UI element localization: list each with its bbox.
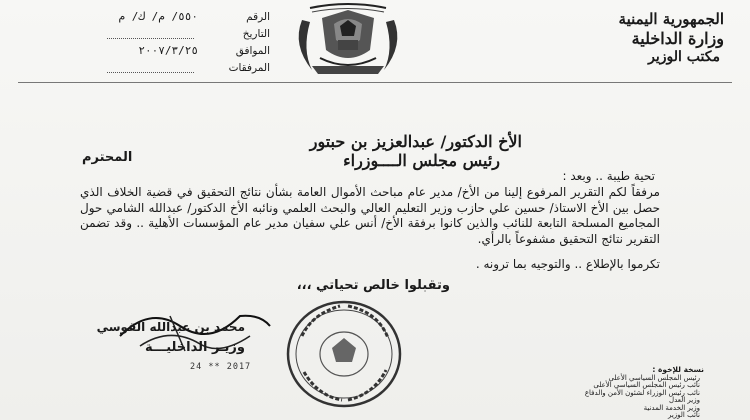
letterhead-right	[504, 10, 724, 67]
date-stamp: 24 ** 2017	[190, 362, 252, 372]
date-row	[20, 25, 270, 42]
addressee-name: الأخ الدكتور/ عبدالعزيز بن حبتور	[309, 132, 522, 151]
number-value: ٥٥٠/ م/ ك/ م	[118, 10, 198, 23]
republic-emblem-icon	[282, 0, 414, 82]
list-item: رئيس المجلس السياسي الأعلى	[608, 373, 700, 382]
list-item: نائب الوزير	[667, 411, 700, 419]
reference-block	[20, 8, 270, 76]
list-item: وزير الخدمة المدنية	[643, 403, 700, 412]
honorific: المحترم	[82, 150, 133, 165]
corresponding-label: الموافق	[235, 44, 270, 57]
signatory-name: محمد بن عبدالله القوسي	[96, 320, 245, 334]
copies-heading: نسخة للإخوة :	[652, 365, 704, 374]
list-item: وزير العدل	[668, 396, 700, 404]
list-item: نائب رئيس الوزراء لشئون الأمن والدفاع	[584, 388, 700, 397]
closing-request: تكرموا بالإطلاع .. والتوجيه بما ترونه .	[475, 257, 660, 271]
official-stamp-icon	[282, 296, 406, 412]
closing-regards: وتقبلوا خالص تحياتي ،،،	[296, 278, 450, 293]
ministry-name: وزارة الداخلية	[631, 29, 724, 48]
corresponding-value: ٢٠٠٧/٣/٢٥	[138, 44, 198, 57]
country-name: الجمهورية اليمنية	[618, 10, 724, 28]
attachments-row	[20, 59, 270, 76]
attachments-label: المرفقات	[228, 61, 270, 74]
office-name: مكتب الوزير	[648, 49, 720, 65]
addressee-title: رئيس مجلس الــــوزراء	[343, 151, 500, 170]
header-divider	[18, 82, 732, 83]
date-dotted-line	[107, 29, 194, 39]
greeting: تحية طيبة .. وبعد :	[562, 169, 655, 183]
number-row	[20, 8, 270, 25]
signatory-title: وزيـر الداخليـــة	[144, 340, 245, 355]
date-label: التاريخ	[242, 27, 270, 40]
list-item: نائب رئيس المجلس السياسي الأعلى	[593, 381, 700, 389]
letter-body: مرفقاً لكم التقرير المرفوع إلينا من الأخ/ مدير عام مباحث الأموال العامة بشأن نتائج التحقيق في قضية الخلاف الذي حصل بين الأخ الاستاذ/ حسين علي حازب وزير التعليم العالي والبحث العلمي ونائبه الأخ الدكتور/ عبدالله الشامي حول المجاميع المسلحة التابعة للنائب والذين كانوا برفقة الأخ/ أنس علي سفيان مدير عام المؤسسات الأهلية .. وقد تضمن التقرير نتائج التحقيق مشفوعاً بالرأي.	[80, 185, 660, 246]
attachments-dotted-line	[107, 63, 194, 73]
copies-list	[504, 366, 704, 420]
corresponding-row	[20, 42, 270, 59]
number-label: الرقم	[246, 10, 270, 23]
